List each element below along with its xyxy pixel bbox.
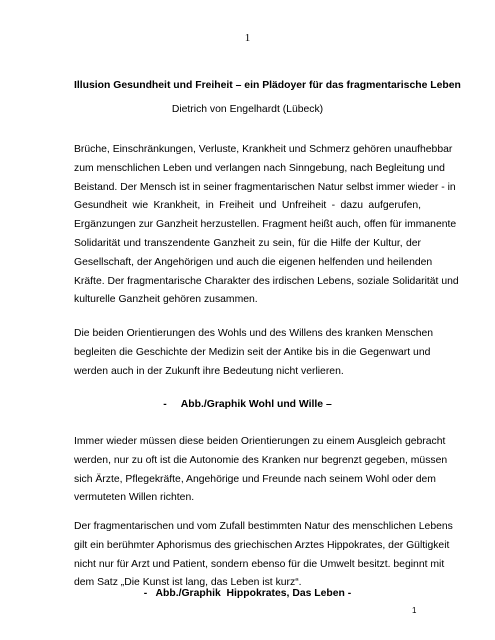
paragraph-line: gilt ein berühmter Aphorismus des griechischen Arztes Hippokrates, der Gültigkeit — [74, 539, 450, 551]
paragraph-3 — [74, 433, 448, 508]
paragraph-line: Immer wieder müssen diese beiden Orientierungen zu einem Ausgleich gebracht — [74, 436, 446, 447]
figure-caption-2: - Abb./Graphik Hippokrates, Das Leben - — [143, 588, 352, 599]
paragraph-line: begleiten die Geschichte der Medizin seit der Antike bis in die Gegenwart und — [74, 346, 431, 358]
paragraph-line: nicht nur für Arzt und Patient, sondern ebenso für die Umwelt besitzt. beginnt mit — [74, 558, 445, 570]
paragraph-line: Solidarität und transzendente Ganzheit zu sein, für die Hilfe der Kultur, der — [74, 237, 421, 249]
paragraph-line: werden, nur zu oft ist die Autonomie des Kranken nur begrenzt gegeben, müssen — [74, 454, 448, 466]
paragraph-1 — [74, 141, 459, 310]
paragraph-4 — [74, 518, 453, 593]
paragraph-line: Beistand. Der Mensch ist in seiner fragmentarischen Natur selbst immer wieder - in — [74, 181, 456, 193]
paragraph-2 — [74, 325, 434, 381]
document-author: Dietrich von Engelhardt (Lübeck) — [171, 104, 324, 115]
paragraph-line: dem Satz „Die Kunst ist lang, das Leben ist kurz“. — [74, 577, 302, 589]
paragraph-line: Gesundheit wie Krankheit, in Freiheit und Unfreiheit - dazu aufgerufen, — [74, 200, 421, 212]
paragraph-line: sich Ärzte, Pflegekräfte, Angehörige und Freunde nach seinem Wohl oder dem — [74, 473, 436, 485]
page-number-top: 1 — [244, 32, 251, 44]
paragraph-line: Ergänzungen zur Ganzheit herzustellen. Fragment heißt auch, offen für immanente — [74, 219, 457, 231]
paragraph-line: vermuteten Willen richten. — [74, 492, 195, 504]
figure-caption-1: - Abb./Graphik Wohl und Wille – — [163, 399, 332, 410]
paragraph-line: Der fragmentarischen und vom Zufall bestimmten Natur des menschlichen Lebens — [74, 521, 453, 532]
paragraph-line: Die beiden Orientierungen des Wohls und des Willens des kranken Menschen — [74, 328, 434, 339]
paragraph-line: werden auch in der Zukunft ihre Bedeutung nicht verlieren. — [74, 365, 344, 377]
paragraph-line: Brüche, Einschränkungen, Verluste, Krankheit und Schmerz gehören unaufhebbar — [74, 144, 453, 155]
document-title: Illusion Gesundheit und Freiheit – ein Plädoyer für das fragmentarische Leben — [74, 80, 461, 91]
page-number-bottom: 1 — [412, 606, 417, 615]
paragraph-line: Gesellschaft, der Angehörigen und auch die eigenen helfenden und heilenden — [74, 256, 433, 268]
paragraph-line: zum menschlichen Leben und verlangen nach Sinngebung, nach Begleitung und — [74, 162, 445, 174]
paragraph-line: Kräfte. Der fragmentarische Charakter des irdischen Lebens, soziale Solidarität und — [74, 275, 459, 287]
paragraph-line: kulturelle Ganzheit gehören zusammen. — [74, 294, 258, 306]
